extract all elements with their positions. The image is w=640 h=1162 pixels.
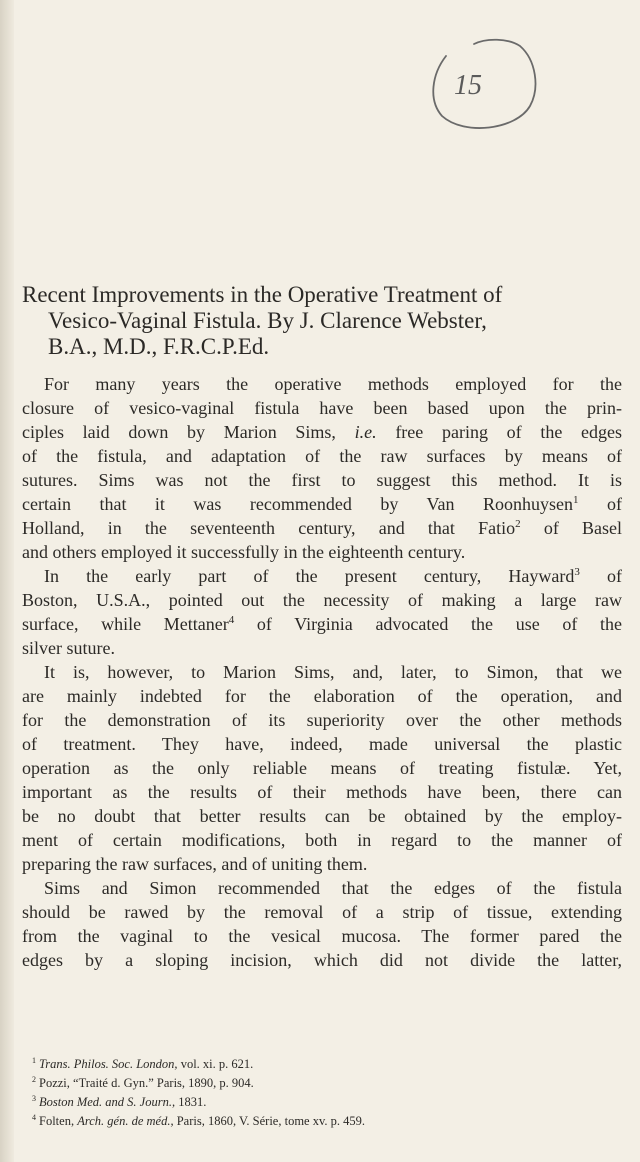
footnote-detail: vol. xi. p. 621. [177,1057,254,1072]
footnote-number: 1 [32,1056,36,1065]
text-line: be no doubt that better results can be obtained by the employ- [22,806,622,826]
text-run: certain that it was recommended by Van Roonhuysen [22,494,574,514]
footnote-number: 3 [32,1094,36,1104]
text-line: important as the results of their methods have been, there can [22,782,622,802]
text-line: Boston, U.S.A., pointed out the necessity of making a large raw [22,590,622,610]
text-line: silver suture. [22,638,115,658]
text-run: of Basel [520,518,623,538]
page-edge-shadow [0,0,14,1162]
text-line [22,492,622,516]
text-line [22,612,622,636]
text-run: In the early part of the present century, Hayward [44,566,575,586]
text-line: Sims and Simon recommended that the edges of the fistula [44,878,622,898]
footnote-detail: Paris, 1860, V. Série, tome xv. p. 459. [173,1114,366,1129]
paragraph-4 [22,876,622,972]
text-line: sutures. Sims was not the first to suggest this method. It is [22,470,622,490]
text-line: from the vaginal to the vesical mucosa. The former pared the [22,926,622,946]
text-line: edges by a sloping incision, which did not divide the latter, [22,950,622,970]
footnotes [22,1053,622,1130]
text-run: surface, while Mettaner [22,614,229,634]
paragraph-2 [22,564,622,660]
text-line: For many years the operative methods employed for the [44,374,622,394]
text-line: and others employed it successfully in the eighteenth century. [22,542,466,562]
footnote-ref: 4 [228,614,235,626]
paragraph-3 [22,660,622,876]
footnote-source: Arch. gén. de méd., [77,1114,174,1129]
footnote-author: Folten, [39,1114,78,1129]
text-line: are mainly indebted for the elaboration of the operation, and [22,686,622,706]
title-line: Recent Improvements in the Operative Treatment of [22,282,503,307]
title-line: Vesico-Vaginal Fistula. By J. Clarence Webster, [48,308,487,333]
text-line: preparing the raw surfaces, and of uniting them. [22,854,368,874]
footnote-ref: 2 [515,518,521,530]
text-run: of [579,566,622,586]
footnote-source: Trans. Philos. Soc. London, [39,1057,178,1072]
text-line: It is, however, to Marion Sims, and, later, to Simon, that we [44,662,622,682]
text-line: for the demonstration of its superiority over the other methods [22,710,622,730]
article-body [22,372,622,972]
footnote-1 [22,1053,622,1072]
text-line: operation as the only reliable means of treating fistulæ. Yet, [22,758,622,778]
page-number: 15 [454,70,482,101]
italic-text: i.e. [354,422,377,442]
text-line [22,516,622,540]
text-line: closure of vesico-vaginal fistula have been based upon the prin- [22,398,622,418]
paragraph-1 [22,372,622,564]
text-line: of treatment. They have, indeed, made universal the plastic [22,734,622,754]
text-run: of Virginia advocated the use of the [234,614,622,634]
footnote-ref: 3 [574,566,580,578]
text-line [22,420,622,444]
footnote-source: Boston Med. and S. Journ., [39,1095,176,1110]
article-title [22,282,622,360]
text-run: of [578,494,622,514]
footnote-4 [22,1110,622,1129]
text-run: ciples laid down by Marion Sims, [22,422,355,442]
footnote-number: 2 [32,1075,36,1085]
footnote-2 [22,1072,622,1091]
text-line: should be rawed by the removal of a strip of tissue, extending [22,902,622,922]
footnote-3 [22,1091,622,1110]
title-line: B.A., M.D., F.R.C.P.Ed. [48,334,270,359]
footnote-ref: 1 [573,494,579,506]
text-run: Holland, in the seventeenth century, and that Fatio [22,518,516,538]
page-number-circle-mark [424,36,544,136]
text-line [22,564,622,588]
text-line: of the fistula, and adaptation of the raw surfaces by means of [22,446,622,466]
footnote-number: 4 [32,1113,36,1123]
footnote-detail: 1831. [175,1095,207,1110]
text-run: free paring of the edges [376,422,622,442]
text-line: ment of certain modifications, both in regard to the manner of [22,830,622,850]
footnote-detail: Pozzi, “Traité d. Gyn.” Paris, 1890, p. 904. [39,1076,254,1091]
